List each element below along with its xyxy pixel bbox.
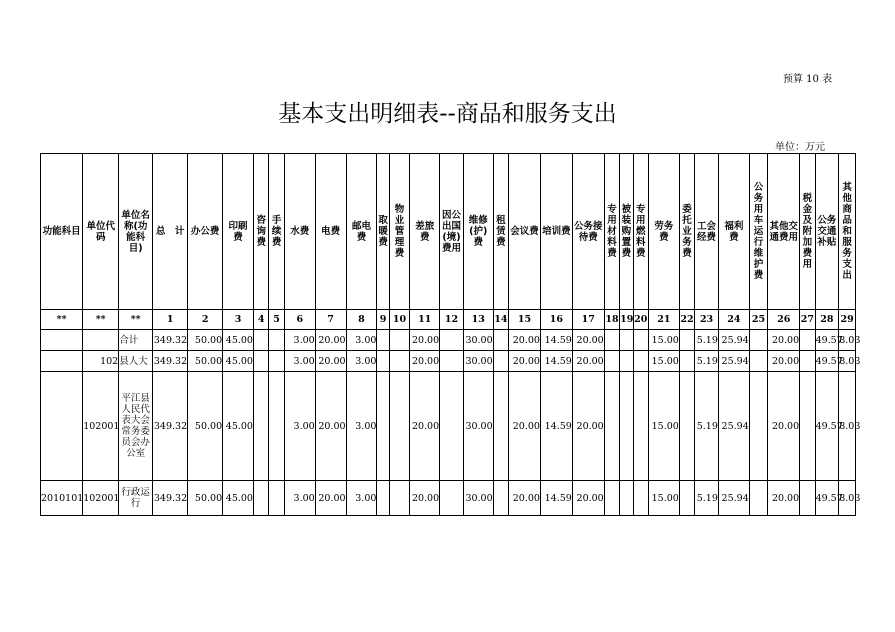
value-cell (377, 351, 389, 372)
value-cell: 50.00 (188, 330, 223, 351)
column-number: 19 (620, 310, 633, 330)
value-cell: 3.00 (346, 481, 377, 516)
value-cell: 20.00 (509, 372, 541, 481)
value-cell (749, 481, 768, 516)
column-header: 工会经费 (695, 154, 719, 310)
value-cell: 8.03 (839, 330, 856, 351)
value-cell: 30.00 (463, 372, 493, 481)
value-cell (389, 330, 410, 351)
value-cell (679, 372, 694, 481)
value-cell (749, 330, 768, 351)
column-header: 劳务费 (648, 154, 679, 310)
value-cell: 3.00 (284, 351, 315, 372)
value-cell: 349.32 (153, 372, 188, 481)
form-number: 预算 10 表 (783, 74, 833, 85)
value-cell (493, 351, 508, 372)
value-cell (253, 372, 268, 481)
column-number: 5 (269, 310, 284, 330)
value-cell: 20.00 (410, 481, 440, 516)
value-cell: 49.57 (815, 330, 839, 351)
column-number: 10 (389, 310, 410, 330)
column-number: 9 (377, 310, 389, 330)
column-header: 因公出国(境)费用 (440, 154, 464, 310)
column-number: 29 (839, 310, 856, 330)
value-cell: 15.00 (648, 372, 679, 481)
value-cell (800, 372, 815, 481)
column-number: ** (41, 310, 83, 330)
value-cell: 5.19 (695, 351, 719, 372)
value-cell: 49.57 (815, 481, 839, 516)
value-cell: 349.32 (153, 330, 188, 351)
column-number: 2 (188, 310, 223, 330)
value-cell (269, 351, 284, 372)
value-cell: 25.94 (718, 481, 749, 516)
column-number: 6 (284, 310, 315, 330)
value-cell (440, 372, 464, 481)
value-cell: 5.19 (695, 330, 719, 351)
value-cell (269, 330, 284, 351)
column-header: 功能科目 (41, 154, 83, 310)
unit-code-cell: 102001 (83, 481, 119, 516)
value-cell (440, 351, 464, 372)
value-cell: 20.00 (509, 330, 541, 351)
column-header: 其他交通费用 (768, 154, 800, 310)
value-cell: 20.00 (572, 351, 604, 372)
value-cell (377, 481, 389, 516)
value-cell: 20.00 (315, 351, 346, 372)
value-cell (253, 330, 268, 351)
function-code-cell (41, 372, 83, 481)
value-cell: 25.94 (718, 372, 749, 481)
value-cell: 20.00 (509, 351, 541, 372)
value-cell (604, 330, 619, 351)
value-cell: 349.32 (153, 351, 188, 372)
column-header: 税金及附加费用 (800, 154, 815, 310)
value-cell: 3.00 (346, 351, 377, 372)
value-cell (620, 372, 633, 481)
value-cell: 45.00 (223, 351, 254, 372)
value-cell (800, 351, 815, 372)
column-number: 21 (648, 310, 679, 330)
column-header: 福利费 (718, 154, 749, 310)
value-cell: 14.59 (540, 481, 572, 516)
value-cell: 349.32 (153, 481, 188, 516)
column-number: 23 (695, 310, 719, 330)
value-cell: 20.00 (768, 330, 800, 351)
value-cell: 15.00 (648, 330, 679, 351)
value-cell (440, 330, 464, 351)
value-cell (269, 481, 284, 516)
value-cell: 8.03 (839, 481, 856, 516)
column-number: 14 (493, 310, 508, 330)
value-cell: 15.00 (648, 351, 679, 372)
value-cell (633, 372, 648, 481)
column-header: 会议费 (509, 154, 541, 310)
column-number: 4 (253, 310, 268, 330)
column-header: 租赁费 (493, 154, 508, 310)
column-header: 总 计 (153, 154, 188, 310)
column-number: 3 (223, 310, 254, 330)
unit-code-cell: 102001 (83, 372, 119, 481)
value-cell (253, 351, 268, 372)
table-row (41, 351, 856, 372)
value-cell: 49.57 (815, 351, 839, 372)
value-cell (493, 330, 508, 351)
value-cell: 30.00 (463, 330, 493, 351)
column-header: 手续费 (269, 154, 284, 310)
value-cell: 14.59 (540, 372, 572, 481)
value-cell: 50.00 (188, 372, 223, 481)
value-cell: 20.00 (768, 351, 800, 372)
value-cell: 20.00 (315, 330, 346, 351)
column-number: 1 (153, 310, 188, 330)
value-cell: 20.00 (315, 372, 346, 481)
function-code-cell: 2010101 (41, 481, 83, 516)
value-cell: 50.00 (188, 351, 223, 372)
column-header: 专用燃料费 (633, 154, 648, 310)
header-row (41, 154, 856, 310)
value-cell: 45.00 (223, 481, 254, 516)
unit-code-cell: 102 (83, 351, 119, 372)
unit-name-cell: 合计 (119, 330, 153, 351)
column-header: 办公费 (188, 154, 223, 310)
value-cell (604, 351, 619, 372)
column-number: 24 (718, 310, 749, 330)
column-number: 28 (815, 310, 839, 330)
column-header: 邮电费 (346, 154, 377, 310)
value-cell (493, 481, 508, 516)
value-cell: 3.00 (346, 372, 377, 481)
value-cell (440, 481, 464, 516)
value-cell (493, 372, 508, 481)
value-cell: 15.00 (648, 481, 679, 516)
value-cell: 8.03 (839, 372, 856, 481)
column-number: 11 (410, 310, 440, 330)
column-number: 13 (463, 310, 493, 330)
unit-name-cell: 县人大 (119, 351, 153, 372)
value-cell: 49.57 (815, 372, 839, 481)
column-header: 公务交通补贴 (815, 154, 839, 310)
column-number-row (41, 310, 856, 330)
column-number: ** (83, 310, 119, 330)
value-cell (269, 372, 284, 481)
column-header: 公务接待费 (572, 154, 604, 310)
value-cell: 20.00 (315, 481, 346, 516)
value-cell (389, 372, 410, 481)
value-cell: 3.00 (346, 330, 377, 351)
column-number: 17 (572, 310, 604, 330)
value-cell: 20.00 (768, 372, 800, 481)
page-title: 基本支出明细表--商品和服务支出 (278, 101, 617, 127)
value-cell: 14.59 (540, 351, 572, 372)
value-cell (620, 330, 633, 351)
column-header: 被装购置费 (620, 154, 633, 310)
value-cell: 20.00 (768, 481, 800, 516)
column-header: 差旅费 (410, 154, 440, 310)
column-number: 25 (749, 310, 768, 330)
value-cell: 20.00 (410, 330, 440, 351)
function-code-cell (41, 330, 83, 351)
value-cell: 20.00 (410, 351, 440, 372)
column-header: 其他商品和服务支出 (839, 154, 856, 310)
column-header: 公务用车运行维护费 (749, 154, 768, 310)
column-header: 专用材料费 (604, 154, 619, 310)
value-cell: 50.00 (188, 481, 223, 516)
value-cell: 20.00 (410, 372, 440, 481)
value-cell: 20.00 (572, 330, 604, 351)
value-cell: 45.00 (223, 330, 254, 351)
value-cell: 45.00 (223, 372, 254, 481)
column-header: 电费 (315, 154, 346, 310)
value-cell (679, 330, 694, 351)
unit-name-cell: 平江县人民代表大会常务委员会办公室 (119, 372, 153, 481)
column-header: 委托业务费 (679, 154, 694, 310)
value-cell: 20.00 (572, 372, 604, 481)
value-cell (620, 481, 633, 516)
column-number: 22 (679, 310, 694, 330)
value-cell: 25.94 (718, 351, 749, 372)
value-cell: 8.03 (839, 351, 856, 372)
value-cell: 3.00 (284, 330, 315, 351)
value-cell: 30.00 (463, 351, 493, 372)
value-cell: 5.19 (695, 372, 719, 481)
value-cell (389, 481, 410, 516)
value-cell: 5.19 (695, 481, 719, 516)
column-number: 7 (315, 310, 346, 330)
value-cell: 3.00 (284, 372, 315, 481)
value-cell: 25.94 (718, 330, 749, 351)
value-cell: 3.00 (284, 481, 315, 516)
table-row (41, 372, 856, 481)
value-cell (389, 351, 410, 372)
column-header: 单位代码 (83, 154, 119, 310)
column-number: 26 (768, 310, 800, 330)
unit-code-cell (83, 330, 119, 351)
column-header: 单位名称(功能科目) (119, 154, 153, 310)
unit-name-cell: 行政运行 (119, 481, 153, 516)
value-cell (749, 372, 768, 481)
column-number: 20 (633, 310, 648, 330)
column-header: 水费 (284, 154, 315, 310)
column-number: ** (119, 310, 153, 330)
value-cell: 20.00 (509, 481, 541, 516)
function-code-cell (41, 351, 83, 372)
column-header: 物业管理费 (389, 154, 410, 310)
value-cell (800, 481, 815, 516)
column-number: 27 (800, 310, 815, 330)
column-header: 咨询费 (253, 154, 268, 310)
column-number: 18 (604, 310, 619, 330)
value-cell (633, 351, 648, 372)
unit-label: 单位：万元 (775, 142, 825, 153)
value-cell (633, 330, 648, 351)
value-cell (679, 481, 694, 516)
column-header: 培训费 (540, 154, 572, 310)
column-number: 15 (509, 310, 541, 330)
column-header: 印刷费 (223, 154, 254, 310)
table-row (41, 481, 856, 516)
value-cell: 30.00 (463, 481, 493, 516)
column-number: 16 (540, 310, 572, 330)
value-cell (679, 351, 694, 372)
value-cell (377, 330, 389, 351)
value-cell (604, 372, 619, 481)
value-cell (620, 351, 633, 372)
value-cell (633, 481, 648, 516)
value-cell (377, 372, 389, 481)
value-cell (253, 481, 268, 516)
column-number: 12 (440, 310, 464, 330)
value-cell: 14.59 (540, 330, 572, 351)
column-number: 8 (346, 310, 377, 330)
value-cell (604, 481, 619, 516)
expenditure-table (40, 153, 861, 516)
value-cell (800, 330, 815, 351)
value-cell (749, 351, 768, 372)
column-header: 维修(护)费 (463, 154, 493, 310)
column-header: 取暖费 (377, 154, 389, 310)
table-row (41, 330, 856, 351)
value-cell: 20.00 (572, 481, 604, 516)
